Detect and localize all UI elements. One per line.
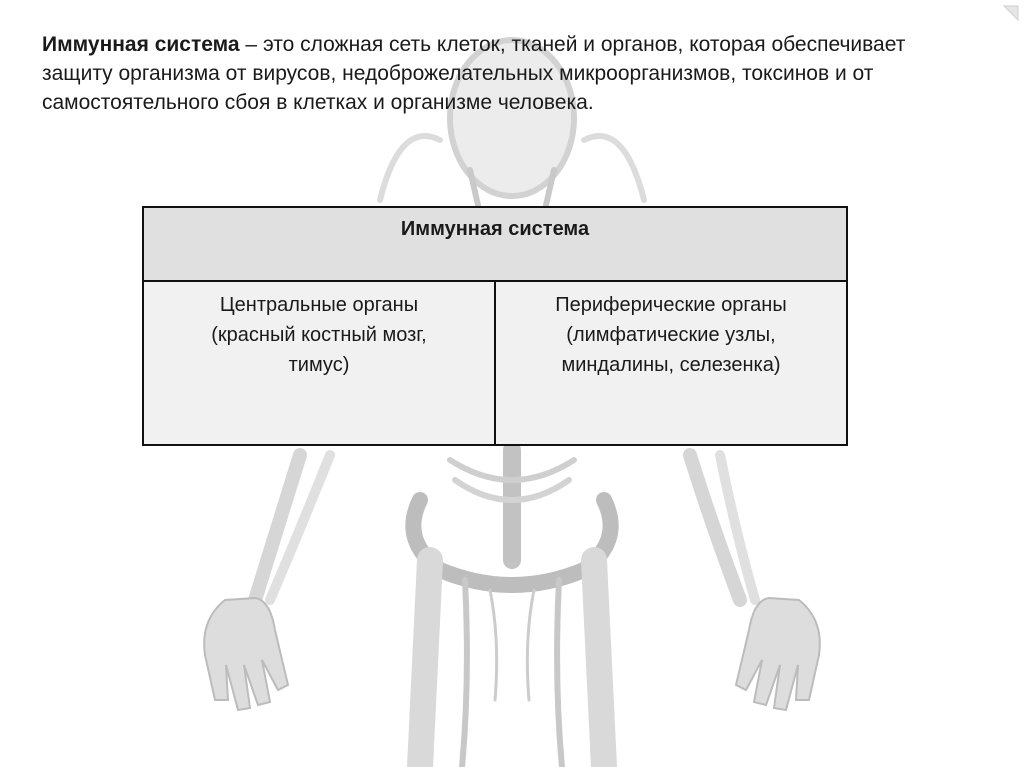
cell-line: миндалины, селезенка) bbox=[561, 354, 781, 376]
table-header: Иммунная система bbox=[144, 208, 846, 282]
intro-definition: – это сложная сеть клеток, тканей и органов, которая обеспечивает защиту организма от вирусов, недоброжелательных микроорганизмов, токсинов и от самостоятельного сбоя в клетках и организме человека. bbox=[42, 33, 906, 114]
cell-line: тимус) bbox=[288, 354, 350, 376]
intro-term: Иммунная система bbox=[42, 33, 240, 56]
cell-line: Периферические органы bbox=[555, 294, 787, 316]
table-cell-central-organs bbox=[144, 282, 496, 446]
table-cell-peripheral-organs bbox=[496, 282, 846, 446]
cell-line: (красный костный мозг, bbox=[211, 324, 427, 346]
table-body bbox=[144, 282, 846, 446]
immune-system-table bbox=[142, 206, 848, 446]
intro-paragraph bbox=[42, 30, 922, 117]
slide-corner-icon bbox=[1002, 4, 1020, 22]
cell-line: Центральные органы bbox=[219, 294, 419, 316]
cell-line: (лимфатические узлы, bbox=[566, 324, 776, 346]
